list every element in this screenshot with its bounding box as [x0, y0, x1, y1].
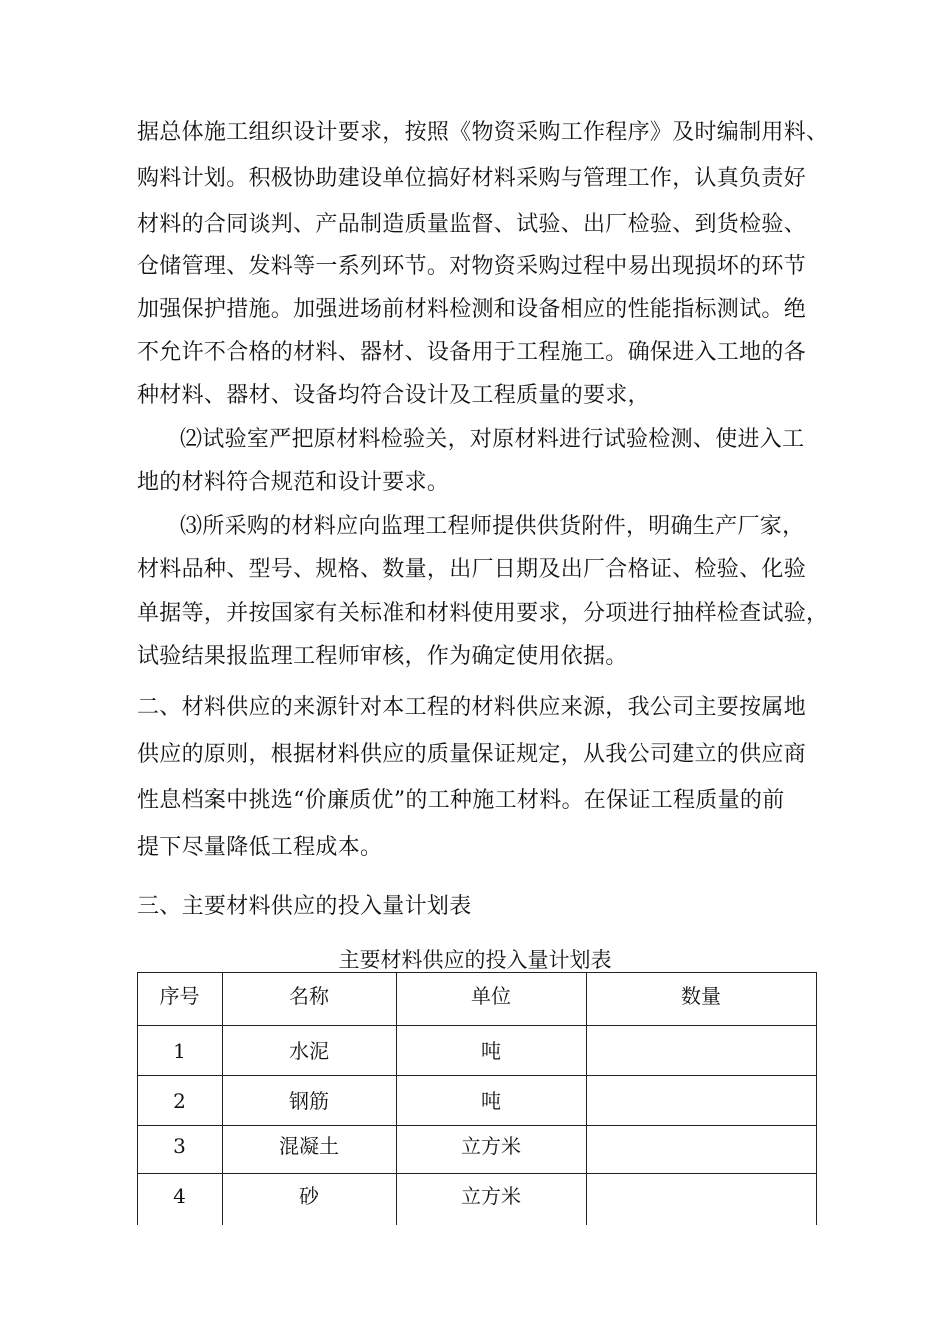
table-border [137, 1173, 817, 1174]
paragraph-line: ⑵试验室严把原材料检验关，对原材料进行试验检测、使进入工 [180, 427, 805, 452]
table-header-cell: 单位 [471, 984, 511, 1008]
table-header-cell: 名称 [289, 984, 329, 1008]
paragraph-line: 加强保护措施。加强进场前材料检测和设备相应的性能指标测试。绝 [137, 297, 807, 322]
table-header-cell: 数量 [681, 984, 721, 1008]
table-cell: 钢筋 [289, 1089, 329, 1113]
table-title: 主要材料供应的投入量计划表 [338, 948, 612, 972]
paragraph-line: 地的材料符合规范和设计要求。 [137, 470, 450, 495]
paragraph-line: 据总体施工组织设计要求，按照《物资采购工作程序》及时编制用料、 [137, 120, 829, 145]
table-cell: 立方米 [461, 1134, 521, 1158]
paragraph-line: 单据等，并按国家有关标准和材料使用要求，分项进行抽样检查试验， [137, 601, 829, 626]
table-border [137, 1075, 817, 1076]
table-cell: 立方米 [461, 1184, 521, 1208]
table-border [816, 972, 817, 1225]
table-border [137, 1125, 817, 1126]
table-border [137, 1025, 817, 1026]
table-cell: 3 [173, 1134, 186, 1158]
table-cell: 4 [173, 1184, 186, 1208]
table-cell: 砂 [299, 1184, 319, 1208]
paragraph-line: 供应的原则，根据材料供应的质量保证规定，从我公司建立的供应商 [137, 742, 807, 767]
paragraph-line: 购料计划。积极协助建设单位搞好材料采购与管理工作，认真负责好 [137, 166, 807, 191]
paragraph-line: 仓储管理、发料等一系列环节。对物资采购过程中易出现损坏的环节 [137, 254, 807, 279]
table-cell: 吨 [481, 1089, 501, 1113]
table-header-cell: 序号 [159, 984, 200, 1008]
table-cell: 混凝土 [279, 1134, 339, 1158]
paragraph-line: 材料的合同谈判、产品制造质量监督、试验、出厂检验、到货检验、 [137, 212, 807, 237]
table-cell: 吨 [481, 1039, 501, 1063]
paragraph-line: 不允许不合格的材料、器材、设备用于工程施工。确保进入工地的各 [137, 340, 807, 365]
table-cell: 水泥 [289, 1039, 329, 1063]
table-cell: 1 [173, 1039, 186, 1063]
paragraph-line: 试验结果报监理工程师审核，作为确定使用依据。 [137, 644, 628, 669]
paragraph-line: 提下尽量降低工程成本。 [137, 835, 383, 860]
paragraph-line: 性息档案中挑选“价廉质优”的工种施工材料。在保证工程质量的前 [137, 788, 785, 813]
section-heading: 三、主要材料供应的投入量计划表 [137, 894, 472, 919]
paragraph-line: 种材料、器材、设备均符合设计及工程质量的要求， [137, 383, 650, 408]
table-cell: 2 [173, 1089, 186, 1113]
paragraph-line: ⑶所采购的材料应向监理工程师提供供货附件，明确生产厂家， [180, 514, 805, 539]
section-heading: 二、材料供应的来源针对本工程的材料供应来源，我公司主要按属地 [137, 695, 807, 720]
table-border [137, 972, 817, 973]
paragraph-line: 材料品种、型号、规格、数量，出厂日期及出厂合格证、检验、化验 [137, 557, 807, 582]
